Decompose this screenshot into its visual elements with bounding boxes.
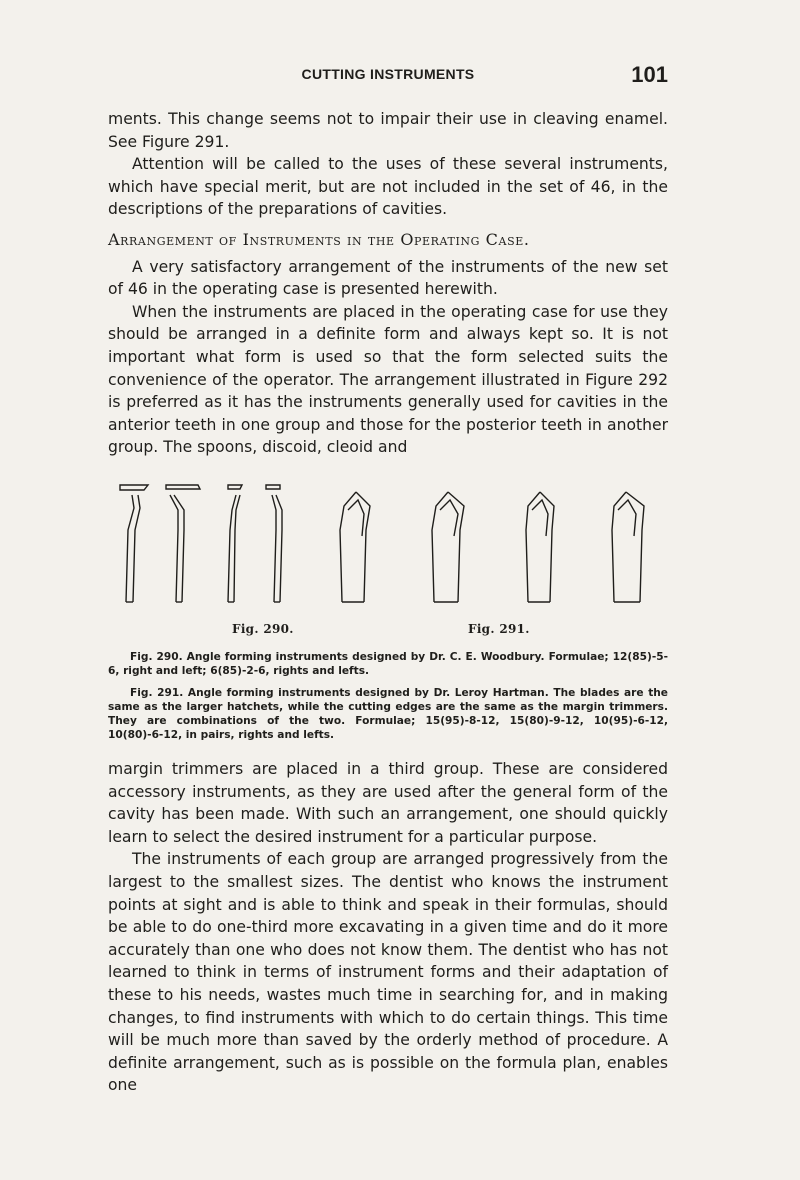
top-text-block [108, 108, 668, 459]
bottom-text-block [108, 758, 668, 1097]
section-heading: Arrangement of Instruments in the Operating Case. [108, 229, 530, 249]
instruments-illustration [108, 470, 668, 620]
woodbury-instrument-4 [266, 485, 282, 602]
paragraph-continued: ments. This change seems not to impair their use in cleaving enamel. See Figure 291. [108, 110, 668, 151]
paragraph-attention: Attention will be called to the uses of these several instruments, which have special merit, but are not included in the set of 46, in the descriptions of the preparations of cavities. [108, 155, 668, 219]
page-number: 101 [631, 62, 668, 87]
paragraph-margin-trimmers: margin trimmers are placed in a third group. These are considered accessory instruments, as they are used after the general form of the cavity has been made. With such an arrangement, one should quickly learn to select the desired instrument for a particular purpose. [108, 760, 668, 846]
running-head [108, 64, 668, 88]
paragraph-progressive-order: The instruments of each group are arranged progressively from the largest to the smallest sizes. The dentist who knows the instrument points at sight and is able to think and speak in their formulas, should be able to do one-third more excavating in a given time and do it more accurately than one who does not know them. The dentist who has not learned to think in terms of instrument forms and their adaptation of these to his needs, wastes much time in searching for, and in making changes, to find instruments with which to do certain things. This time will be much more than saved by the orderly method of procedure. A definite arrangement, such as is possible on the formula plan, enables one [108, 850, 668, 1095]
woodbury-instrument-3 [228, 485, 242, 602]
woodbury-instrument-2 [166, 485, 200, 602]
caption-fig-290: Fig. 290. Angle forming instruments designed by Dr. C. E. Woodbury. Formulae; 12(85)-5-6, right and left; 6(85)-2-6, rights and lefts. [108, 651, 668, 677]
figure-illustrations [108, 470, 668, 648]
hartman-instrument-3 [526, 492, 554, 602]
hartman-instrument-2 [432, 492, 464, 602]
running-title: CUTTING INSTRUMENTS [301, 66, 475, 82]
fig-290-label: Fig. 290. [232, 622, 294, 636]
fig-291-label: Fig. 291. [468, 622, 530, 636]
hartman-instrument-1 [340, 492, 370, 602]
paragraph-arrangement: A very satisfactory arrangement of the instruments of the new set of 46 in the operating case is presented herewith. [108, 257, 668, 299]
paragraph-operating-case: When the instruments are placed in the operating case for use they should be arranged in a definite form and always kept so. It is not important what form is used so that the form selected suits the convenience of the operator. The arrangement illustrated in Figure 292 is preferred as it has the instruments generally used for cavities in the anterior teeth in one group and those for the posterior teeth in another group. The spoons, discoid, cleoid and [108, 302, 668, 457]
caption-fig-291: Fig. 291. Angle forming instruments designed by Dr. Leroy Hartman. The blades are the same as the larger hatchets, while the cutting edges are the same as the margin trimmers. They are combinations of the two. Formulae; 15(95)-8-12, 15(80)-9-12, 10(95)-6-12, 10(80)-6-12, in pairs, rights and lefts. [108, 687, 668, 741]
woodbury-instrument-1 [120, 485, 148, 602]
figure-captions [108, 650, 668, 750]
hartman-instrument-4 [612, 492, 644, 602]
